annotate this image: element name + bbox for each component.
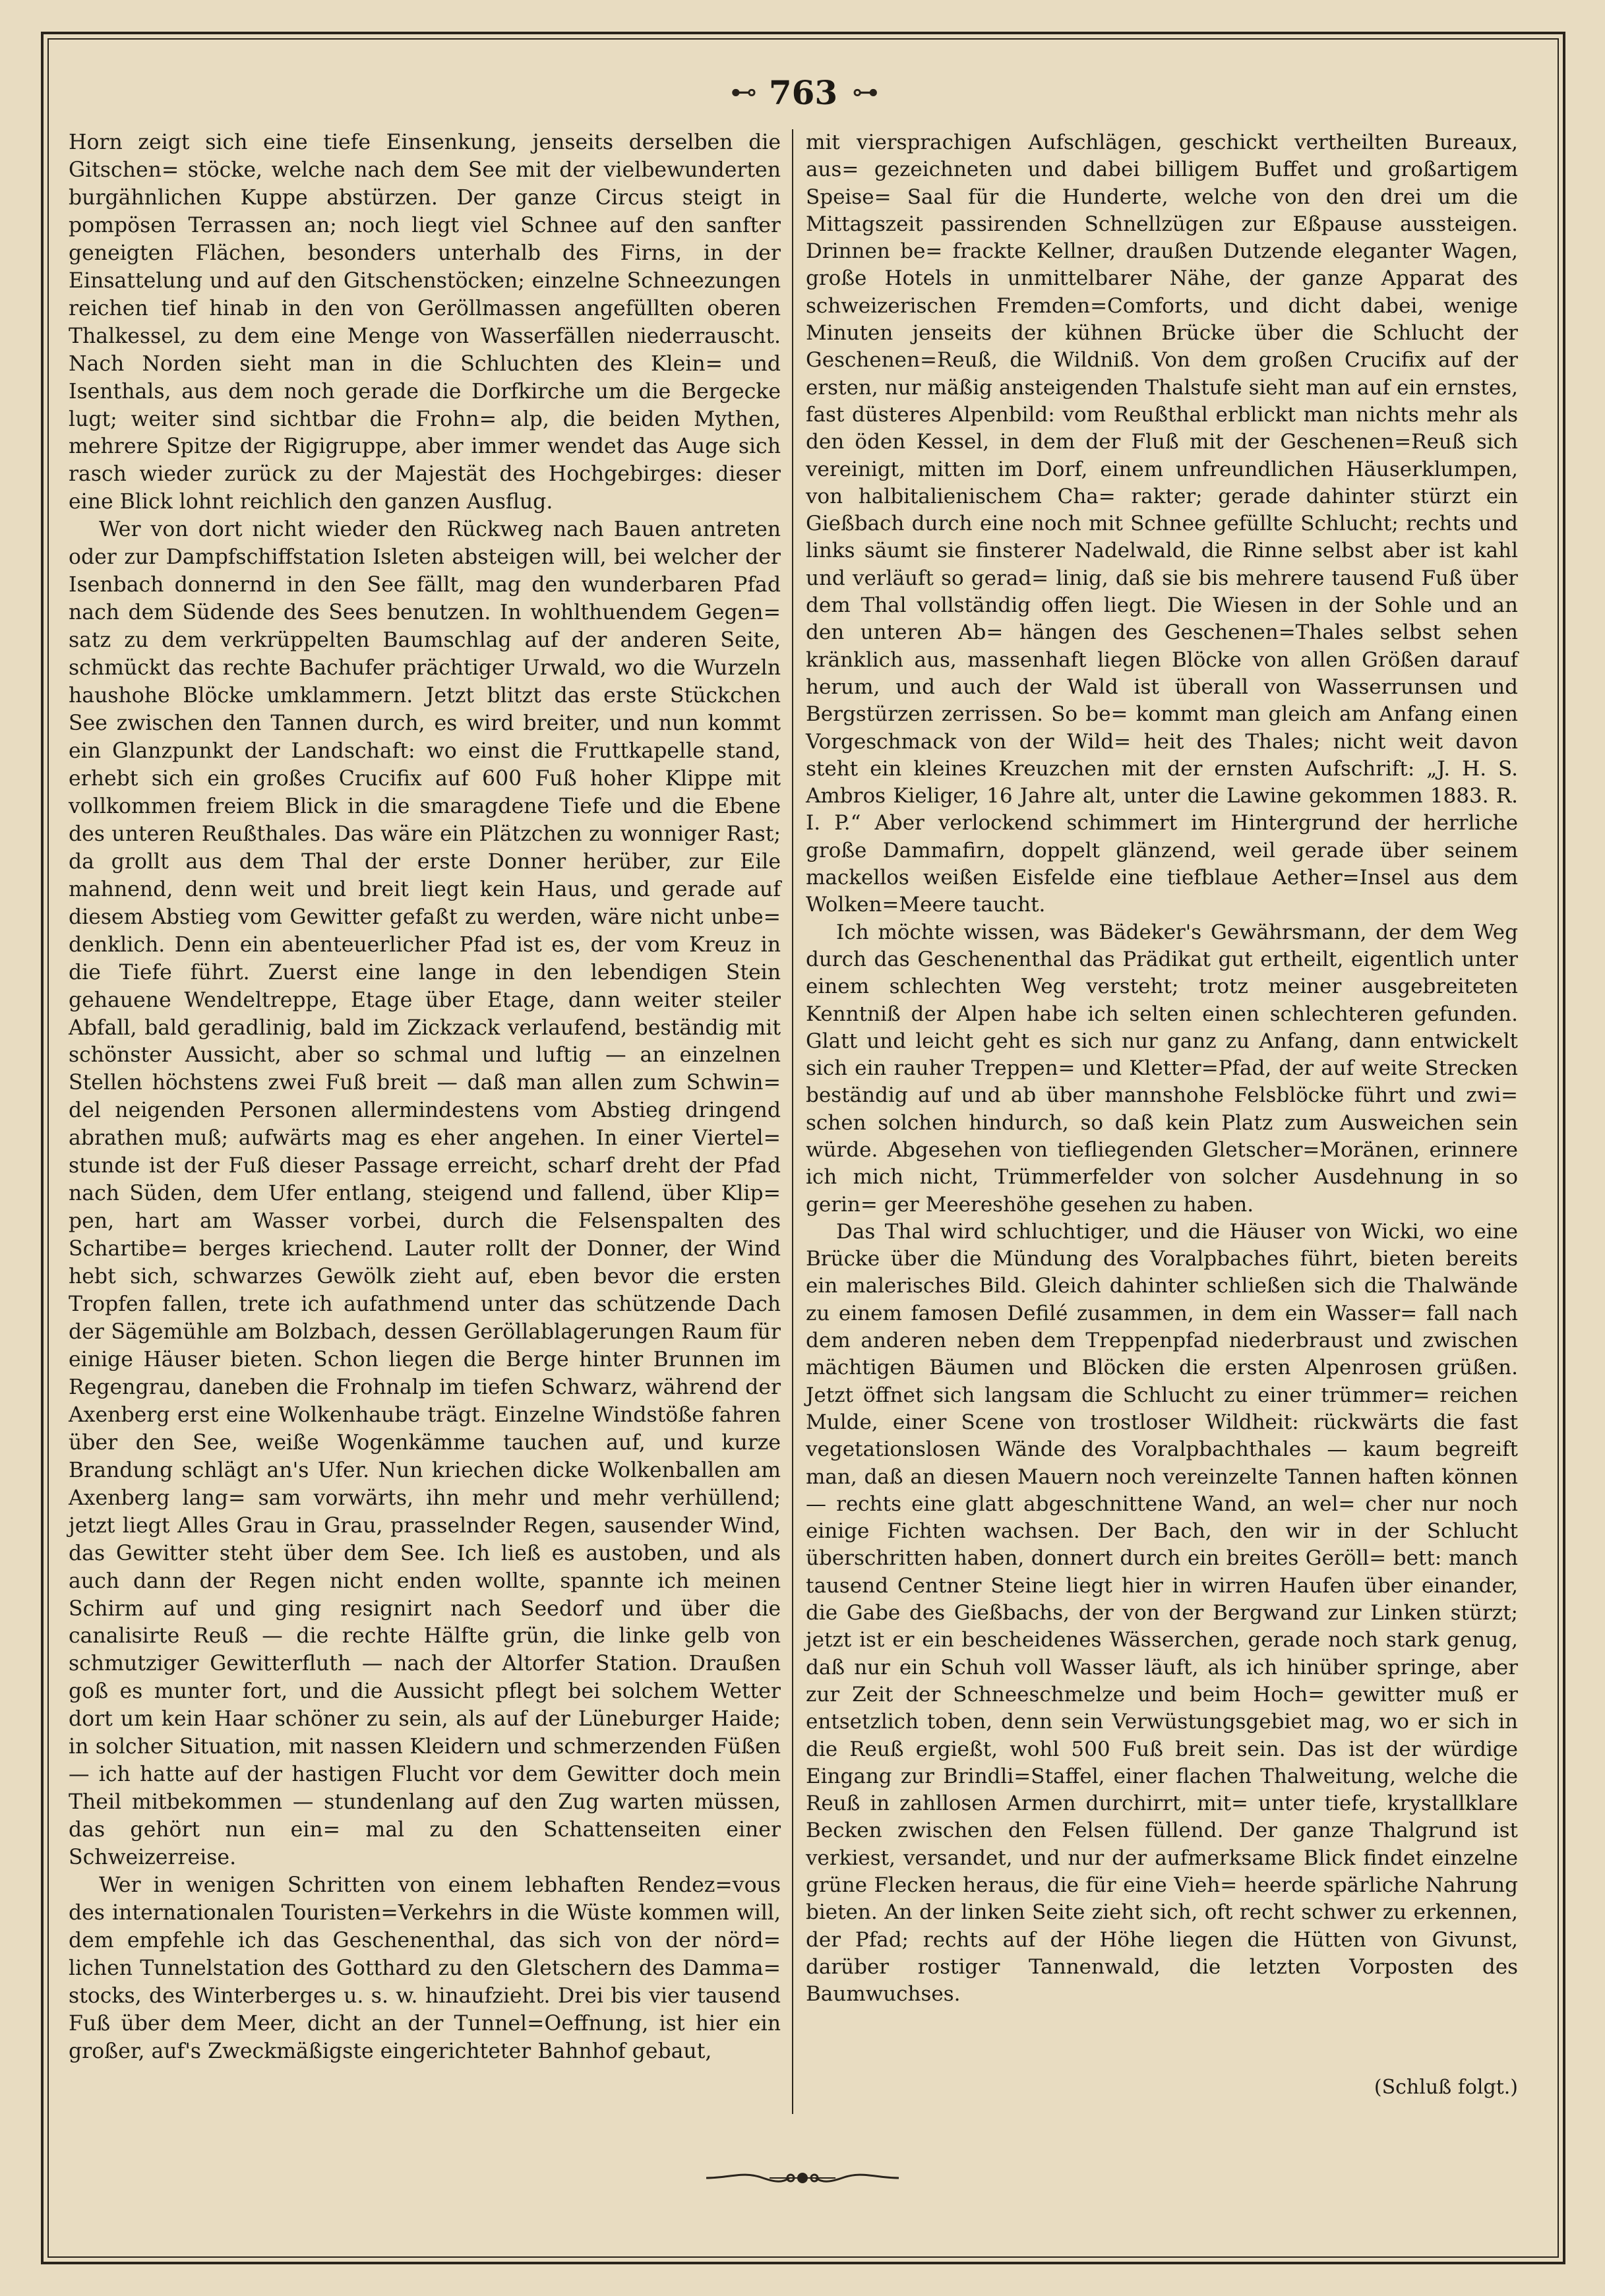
continuation-note: (Schluß folgt.)	[1374, 2076, 1518, 2099]
page-header	[41, 69, 1565, 116]
right-column	[806, 129, 1518, 2008]
header-ornament-right-icon: ⊶	[852, 77, 876, 107]
footer-ornament	[0, 2167, 1605, 2192]
page-number: 763	[768, 73, 838, 112]
left_column-paragraph: Wer in wenigen Schritten von einem lebhaften Rendez=vous des internationalen Touristen=Verkehrs in die Wüste kommen will, dem empfehle ich das Geschenenthal, das sich von der nörd= lichen Tunnelstation des Gotthard zu den Gletschern des Damma= stocks, des Winterberges u. s. w. hinaufzieht. Drei bis vier tausend Fuß über dem Meer, dicht an der Tunnel=Oeffnung, ist hier ein großer, auf's Zweckmäßigste eingerichteter Bahnhof gebaut,	[69, 1873, 781, 2063]
right_column-paragraph: mit viersprachigen Aufschlägen, geschickt vertheilten Bureaux, aus= gezeichneten und dabei billigem Buffet und großartigem Speise= Saal für die Hunderte, welche von den drei um die Mittagszeit passirenden Schnellzügen zur Eßpause aussteigen. Drinnen be= frackte Kellner, draußen Dutzende eleganter Wagen, große Hotels in unmittelbarer Nähe, der ganze Apparat des schweizerischen Fremden=Comforts, und dicht dabei, wenige Minuten jenseits der kühnen Brücke über die Schlucht der Geschenen=Reuß, die Wildniß. Von dem großen Crucifix auf der ersten, nur mäßig ansteigenden Thalstufe sieht man auf ein ernstes, fast düsteres Alpenbild: vom Reußthal erblickt man nichts mehr als den öden Kessel, in dem der Fluß mit der Geschenen=Reuß sich vereinigt, mitten im Dorf, einem unfreundlichen Häuserklumpen, von halbitalienischem Cha= rakter; gerade dahinter stürzt ein Gießbach durch eine noch mit Schnee gefüllte Schlucht; rechts und links säumt sie finsterer Nadelwald, die Rinne selbst aber ist kahl und verläuft so gerad= linig, daß sie bis mehrere tausend Fuß über dem Thal vollständig offen liegt. Die Wiesen in der Sohle und an den unteren Ab= hängen des Geschenen=Thales selbst sehen kränklich aus, massenhaft liegen Blöcke von allen Größen darauf herum, und auch der Wald ist überall von Wasserrunsen und Bergstürzen zerrissen. So be= kommt man gleich am Anfang einen Vorgeschmack von der Wild= heit des Thales; nicht weit davon steht ein kleines Kreuzchen mit der ernsten Aufschrift: „J. H. S. Ambros Kieliger, 16 Jahre alt, unter die Lawine gekommen 1883. R. I. P.“ Aber verlockend schimmert im Hintergrund der herrliche große Dammafirn, doppelt glänzend, weil gerade über seinem mackellos weißen Eisfelde eine tiefblaue Aether=Insel aus dem Wolken=Meere taucht.	[806, 131, 1518, 917]
header-ornament-left-icon: ⊷	[730, 77, 754, 107]
column-divider	[792, 129, 793, 2114]
right_column-paragraph: Ich möchte wissen, was Bädeker's Gewährsmann, der dem Weg durch das Geschenenthal das Prädikat gut ertheilt, eigentlich unter einem schlechten Weg versteht; trotz meiner ausgebreiteten Kenntniß der Alpen habe ich selten einen schlechteren gefunden. Glatt und leicht geht es sich nur ganz zu Anfang, dann entwickelt sich ein rauher Treppen= und Kletter=Pfad, der auf weite Strecken beständig auf und ab über mannshohe Felsblöcke führt und zwi= schen solchen hindurch, so daß kein Platz zum Ausweichen sein würde. Abgesehen von tiefliegenden Gletscher=Moränen, erinnere ich mich nicht, Trümmerfelder von solcher Ausdehnung in so gerin= ger Meereshöhe gesehen zu haben.	[806, 920, 1518, 1217]
left_column-paragraph: Horn zeigt sich eine tiefe Einsenkung, jenseits derselben die Gitschen= stöcke, welche nach dem See mit der vielbewunderten burgähnlichen Kuppe abstürzen. Der ganze Circus steigt in pompösen Terrassen an; noch liegt viel Schnee auf den sanfter geneigten Flächen, besonders unterhalb des Firns, in der Einsattelung und auf den Gitschenstöcken; einzelne Schneezungen reichen tief hinab in den von Geröllmassen angefüllten oberen Thalkessel, zu dem eine Menge von Wasserfällen niederrauscht. Nach Norden sieht man in die Schluchten des Klein= und Isenthals, aus dem noch gerade die Dorfkirche um die Bergecke lugt; weiter sind sichtbar die Frohn= alp, die beiden Mythen, mehrere Spitze der Rigigruppe, aber immer wendet das Auge sich rasch wieder zurück zu der Majestät des Hochgebirges: dieser eine Blick lohnt reichlich den ganzen Ausflug.	[69, 131, 781, 514]
left_column-paragraph: Wer von dort nicht wieder den Rückweg nach Bauen antreten oder zur Dampfschiffstation Isleten absteigen will, bei welcher der Isenbach donnernd in den See fällt, mag den wunderbaren Pfad nach dem Südende des Sees benutzen. In wohlthuendem Gegen= satz zu dem verkrüppelten Baumschlag auf der anderen Seite, schmückt das rechte Bachufer prächtiger Urwald, wo die Wurzeln haushohe Blöcke umklammern. Jetzt blitzt das erste Stückchen See zwischen den Tannen durch, es wird breiter, und nun kommt ein Glanzpunkt der Landschaft: wo einst die Fruttkapelle stand, erhebt sich ein großes Crucifix auf 600 Fuß hoher Klippe mit vollkommen freiem Blick in die smaragdene Tiefe und die Ebene des unteren Reußthales. Das wäre ein Plätzchen zu wonniger Rast; da grollt aus dem Thal der erste Donner herüber, zur Eile mahnend, denn weit und breit liegt kein Haus, und gerade auf diesem Abstieg vom Gewitter gefaßt zu werden, wäre nicht unbe= denklich. Denn ein abenteuerlicher Pfad ist es, der vom Kreuz in die Tiefe führt. Zuerst eine lange in den lebendigen Stein gehauene Wendeltreppe, Etage über Etage, dann weiter steiler Abfall, bald geradlinig, bald im Zickzack verlaufend, beständig mit schönster Aussicht, aber so schmal und luftig — an einzelnen Stellen höchstens zwei Fuß breit — daß man allen zum Schwin= del neigenden Personen allermindestens vom Abstieg dringend abrathen muß; aufwärts mag es eher angehen. In einer Viertel= stunde ist der Fuß dieser Passage erreicht, scharf dreht der Pfad nach Süden, dem Ufer entlang, steigend und fallend, über Klip= pen, hart am Wasser vorbei, durch die Felsenspalten des Schartibe= berges kriechend. Lauter rollt der Donner, der Wind hebt sich, schwarzes Gewölk zieht auf, eben bevor die ersten Tropfen fallen, trete ich aufathmend unter das schützende Dach der Sägemühle am Bolzbach, dessen Geröllablagerungen Raum für einige Häuser bieten. Schon liegen die Berge hinter Brunnen im Regengrau, daneben die Frohnalp im tiefen Schwarz, während der Axenberg erst eine Wolkenhaube trägt. Einzelne Windstöße fahren über den See, weiße Wogenkämme tauchen auf, und kurze Brandung schlägt an's Ufer. Nun kriechen dicke Wolkenballen am Axenberg lang= sam vorwärts, ihn mehr und mehr verhüllend; jetzt liegt Alles Grau in Grau, prasselnder Regen, sausender Wind, das Gewitter steht über dem See. Ich ließ es austoben, und als auch dann der Regen nicht enden wollte, spannte ich meinen Schirm auf und ging resignirt nach Seedorf und über die canalisirte Reuß — die rechte Hälfte grün, die linke gelb von schmutziger Gewitterfluth — nach der Altorfer Station. Draußen goß es munter fort, und die Aussicht pflegt bei solchem Wetter dort um kein Haar schöner zu sein, als auf der Lüneburger Haide; in solcher Situation, mit nassen Kleidern und schmerzenden Füßen — ich hatte auf der hastigen Flucht vor dem Gewitter doch mein Theil mitbekommen — stundenlang auf den Zug warten müssen, das gehört nun ein= mal zu den Schattenseiten einer Schweizerreise.	[69, 518, 781, 1870]
left-column	[69, 129, 781, 2066]
footer-flourish-icon	[704, 2167, 901, 2189]
right_column-paragraph: Das Thal wird schluchtiger, und die Häuser von Wicki, wo eine Brücke über die Mündung des Voralpbaches führt, bieten bereits ein malerisches Bild. Gleich dahinter schließen sich die Thalwände zu einem famosen Defilé zusammen, in dem ein Wasser= fall nach dem anderen neben dem Treppenpfad niederbraust und zwischen mächtigen Bäumen und Blöcken die ersten Alpenrosen grüßen. Jetzt öffnet sich langsam die Schlucht zu einer trümmer= reichen Mulde, einer Scene von trostloser Wildheit: rückwärts die fast vegetationslosen Wände des Voralpbachthales — kaum begreift man, daß an diesen Mauern noch vereinzelte Tannen haften können — rechts eine glatt abgeschnittene Wand, an wel= cher nur noch einige Fichten wachsen. Der Bach, den wir in der Schlucht überschritten haben, donnert durch ein breites Geröll= bett: manch tausend Centner Steine liegt hier in wirren Haufen über einander, die Gabe des Gießbachs, der von der Bergwand zur Linken stürzt; jetzt ist er ein bescheidenes Wässerchen, gerade noch stark genug, daß nur ein Schuh voll Wasser läuft, als ich hinüber springe, aber zur Zeit der Schneeschmelze und beim Hoch= gewitter muß er entsetzlich toben, denn sein Verwüstungsgebiet mag, wo er sich in die Reuß ergießt, wohl 500 Fuß breit sein. Das ist der würdige Eingang zur Brindli=Staffel, einer flachen Thalweitung, welche die Reuß in zahllosen Armen durchirrt, mit= unter tiefe, krystallklare Becken zwischen den Felsen füllend. Der ganze Thalgrund ist verkiest, versandet, und nur der aufmerksame Blick findet einzelne grüne Flecken heraus, die für eine Vieh= heerde spärliche Nahrung bieten. An der linken Seite zieht sich, oft recht schwer zu erkennen, der Pfad; rechts auf der Höhe liegen die Hütten von Givunst, darüber rostiger Tannenwald, die letzten Vorposten des Baumwuchses.	[806, 1219, 1518, 2007]
